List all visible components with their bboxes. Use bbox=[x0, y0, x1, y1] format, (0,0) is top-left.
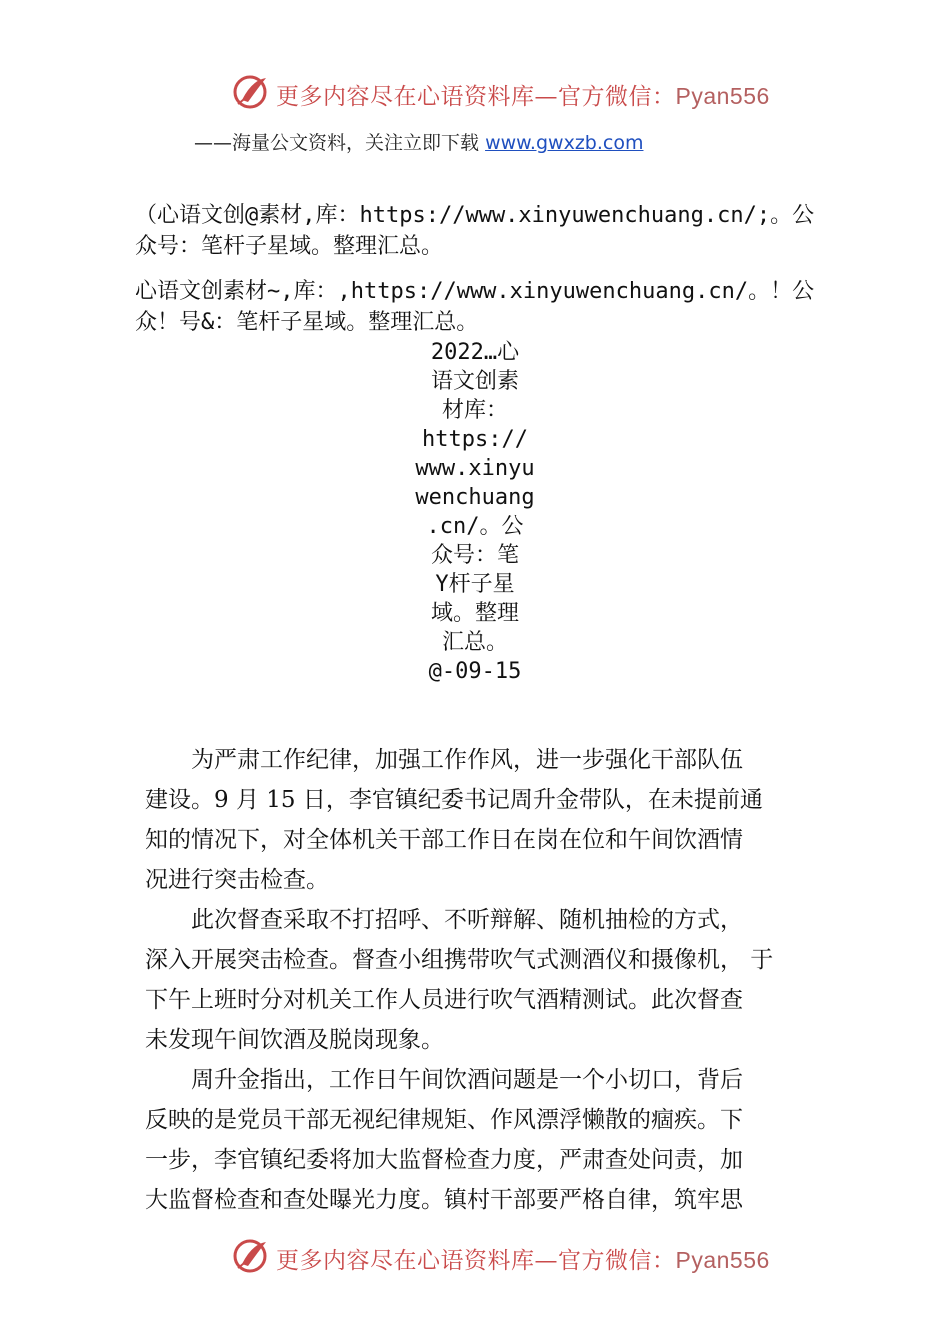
note-line-3: 心语文创素材~,库：,https://www.xinyuwenchuang.cn/。！公 bbox=[135, 279, 815, 304]
banner-label: 更多内容尽在心语资料库—官方微信： bbox=[276, 1248, 676, 1274]
wechat-id: Pyan556 bbox=[675, 83, 770, 109]
paragraph-line: 此次督查采取不打招呼、不听辩解、随机抽检的方式， bbox=[145, 907, 743, 933]
paragraph-line: 建设。9 月 15 日，李官镇纪委书记周升金带队，在未提前通 bbox=[145, 787, 763, 813]
paragraph-line: 为严肃工作纪律，加强工作作风，进一步强化干部队伍 bbox=[145, 747, 743, 773]
paragraph-line: 况进行突击检查。 bbox=[145, 867, 329, 893]
note-line-2: 众号：笔杆子星域。整理汇总。 bbox=[135, 234, 444, 259]
paragraph-line: 周升金指出，工作日午间饮酒问题是一个小切口，背后 bbox=[145, 1067, 743, 1093]
column-line: 2022…心 bbox=[430, 340, 520, 365]
body-paragraph-1 bbox=[145, 740, 815, 900]
download-link[interactable]: www.gwxzb.com bbox=[485, 132, 644, 154]
banner-label: 更多内容尽在心语资料库—官方微信： bbox=[276, 84, 676, 110]
footer-banner bbox=[0, 1236, 950, 1276]
wechat-id: Pyan556 bbox=[675, 1247, 770, 1273]
paragraph-line: 深入开展突击检查。督查小组携带吹气式测酒仪和摄像机， 于 bbox=[145, 947, 774, 973]
column-line: @-09-15 bbox=[428, 659, 522, 684]
column-line: https:// bbox=[422, 427, 528, 452]
column-line: .cn/。公 bbox=[426, 514, 524, 539]
paragraph-line: 知的情况下，对全体机关干部工作日在岗在位和午间饮酒情 bbox=[145, 827, 743, 853]
narrow-watermark-column bbox=[350, 338, 600, 686]
body-paragraph-2 bbox=[145, 900, 815, 1060]
paragraph-line: 一步，李官镇纪委将加大监督检查力度，严肃查处问责，加 bbox=[145, 1147, 743, 1173]
logo-icon bbox=[232, 1236, 272, 1276]
tagline bbox=[194, 128, 643, 155]
column-line: 材库： bbox=[441, 398, 508, 423]
tagline-text: ——海量公文资料，关注立即下载 bbox=[194, 132, 480, 154]
column-line: Y杆子星 bbox=[435, 572, 515, 597]
note-line-1: （心语文创@素材,库：https://www.xinyuwenchuang.cn/;。公 bbox=[135, 203, 815, 228]
paragraph-line: 下午上班时分对机关工作人员进行吹气酒精测试。此次督查 bbox=[145, 987, 743, 1013]
column-line: 域。整理 bbox=[430, 601, 519, 626]
column-line: 汇总。 bbox=[441, 630, 508, 655]
column-line: www.xinyu bbox=[415, 456, 535, 481]
header-banner bbox=[0, 72, 950, 112]
column-line: 语文创素 bbox=[430, 369, 519, 394]
paragraph-line: 未发现午间饮酒及脱岗现象。 bbox=[145, 1027, 444, 1053]
column-line: wenchuang bbox=[415, 485, 535, 510]
column-line: 众号：笔 bbox=[430, 543, 519, 568]
note-line-4: 众！号&：笔杆子星域。整理汇总。 bbox=[135, 310, 479, 335]
banner-text bbox=[276, 78, 770, 111]
banner-text bbox=[276, 1242, 770, 1275]
paragraph-line: 反映的是党员干部无视纪律规矩、作风漂浮懒散的痼疾。下 bbox=[145, 1107, 743, 1133]
body-paragraph-3 bbox=[145, 1060, 815, 1220]
logo-icon bbox=[232, 72, 272, 112]
paragraph-line: 大监督检查和查处曝光力度。镇村干部要严格自律，筑牢思 bbox=[145, 1187, 743, 1213]
